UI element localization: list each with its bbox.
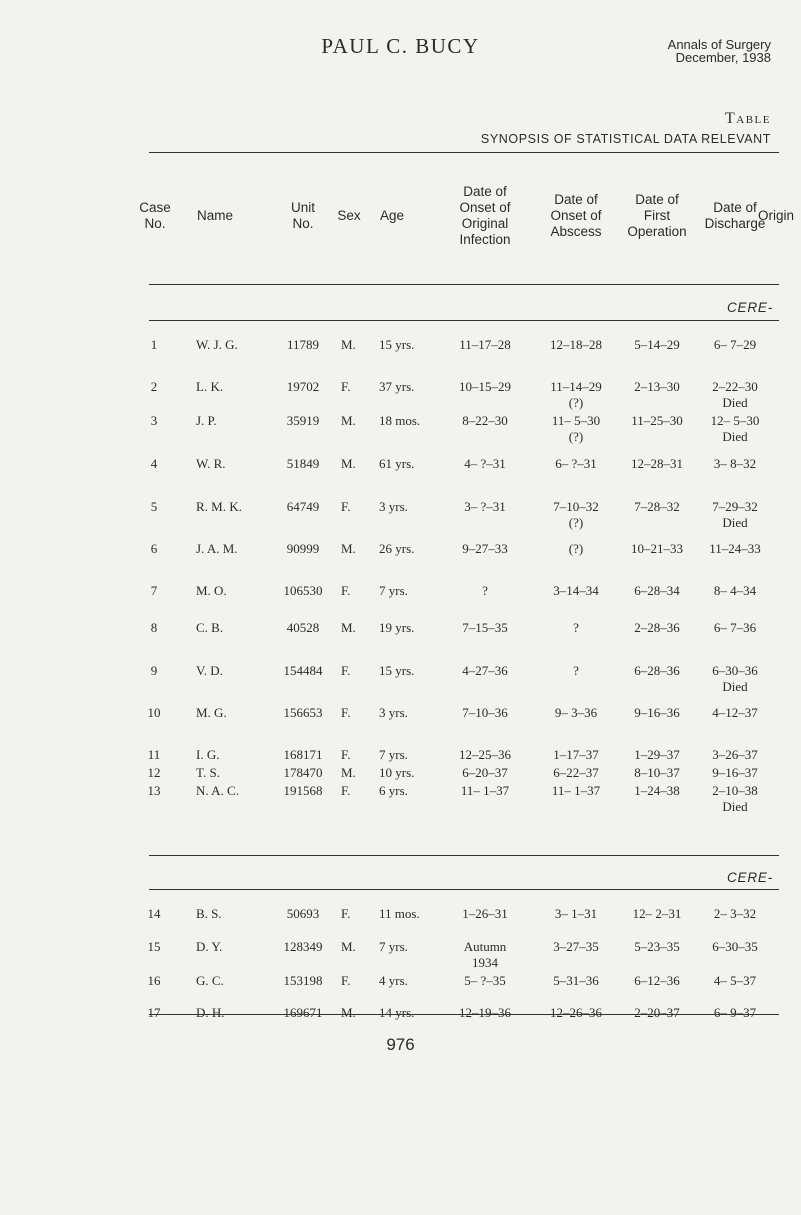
cell-onset: 6–20–37 xyxy=(462,765,508,780)
cell-unit: 128349 xyxy=(283,939,323,954)
cell-sex: F. xyxy=(341,705,351,720)
cell-case: 2 xyxy=(150,379,158,394)
cell-sex: F. xyxy=(341,783,351,798)
cell-unit: 35919 xyxy=(286,413,320,428)
cell-name: B. S. xyxy=(196,906,222,921)
cell-abscess: 3–27–35 xyxy=(553,939,599,954)
cell-first: 1–24–38 xyxy=(634,783,680,798)
cell-age: 3 yrs. xyxy=(379,705,408,720)
cell-sex: F. xyxy=(341,583,351,598)
cell-name: L. K. xyxy=(196,379,224,394)
cell-discharge: 12– 5–30 Died xyxy=(710,413,760,444)
cell-first: 8–10–37 xyxy=(634,765,680,780)
cell-case: 6 xyxy=(150,541,158,556)
cell-first: 6–12–36 xyxy=(634,973,680,988)
cell-unit: 11789 xyxy=(286,337,320,352)
cell-onset: 10–15–29 xyxy=(459,379,511,394)
cell-abscess: 11– 5–30 (?) xyxy=(551,413,601,444)
cell-unit: 178470 xyxy=(283,765,323,780)
cell-onset: 4– ?–31 xyxy=(464,456,506,471)
cell-abscess: 3–14–34 xyxy=(553,583,599,598)
cell-sex: M. xyxy=(341,939,356,954)
cell-sex: F. xyxy=(341,379,351,394)
cell-abscess: ? xyxy=(573,663,579,678)
cell-name: T. S. xyxy=(196,765,220,780)
cell-discharge: 4–12–37 xyxy=(712,705,758,720)
cell-abscess: 11–14–29 (?) xyxy=(550,379,602,410)
cell-discharge: 8– 4–34 xyxy=(713,583,757,598)
table-row xyxy=(0,705,801,745)
cell-case: 10 xyxy=(147,705,161,720)
cell-onset: 12–25–36 xyxy=(459,747,511,762)
table-row xyxy=(0,783,801,823)
cell-onset: 1–26–31 xyxy=(462,906,508,921)
cell-sex: M. xyxy=(341,337,356,352)
cell-name: W. J. G. xyxy=(196,337,238,352)
cell-name: W. R. xyxy=(196,456,226,471)
cell-case: 15 xyxy=(147,939,161,954)
cell-sex: F. xyxy=(341,663,351,678)
cell-first: 9–16–36 xyxy=(634,705,680,720)
cell-age: 19 yrs. xyxy=(379,620,415,635)
table-row xyxy=(0,663,801,703)
cell-sex: M. xyxy=(341,413,356,428)
cell-unit: 153198 xyxy=(283,973,323,988)
cell-name: J. A. M. xyxy=(196,541,238,556)
cell-unit: 154484 xyxy=(283,663,323,678)
cell-abscess: 11– 1–37 xyxy=(551,783,601,798)
journal-name: Annals of Surgery xyxy=(667,37,771,52)
cell-unit: 168171 xyxy=(283,747,323,762)
cell-abscess: 12–26–36 xyxy=(550,1005,602,1020)
cell-sex: M. xyxy=(341,765,356,780)
cell-age: 7 yrs. xyxy=(379,583,408,598)
cell-sex: M. xyxy=(341,541,356,556)
cell-name: G. C. xyxy=(196,973,224,988)
cell-abscess: 7–10–32 (?) xyxy=(553,499,599,530)
cell-unit: 106530 xyxy=(283,583,323,598)
cell-discharge: 7–29–32 Died xyxy=(712,499,758,530)
cell-abscess: 5–31–36 xyxy=(553,973,599,988)
cell-onset: 8–22–30 xyxy=(462,413,508,428)
cell-discharge: 9–16–37 xyxy=(712,765,758,780)
section-label-2: CERE- xyxy=(726,870,773,885)
section-rule-1 xyxy=(149,320,779,321)
cell-onset: 11–17–28 xyxy=(459,337,511,352)
cell-onset: 12–19–36 xyxy=(459,1005,511,1020)
section-rule-2a xyxy=(149,855,779,856)
cell-discharge: 2–22–30 Died xyxy=(712,379,758,410)
cell-first: 10–21–33 xyxy=(631,541,683,556)
cell-onset: 7–10–36 xyxy=(462,705,508,720)
cell-onset: 4–27–36 xyxy=(462,663,508,678)
cell-age: 26 yrs. xyxy=(379,541,415,556)
table-row xyxy=(0,620,801,660)
cell-age: 14 yrs. xyxy=(379,1005,415,1020)
cell-name: R. M. K. xyxy=(196,499,242,514)
cell-age: 3 yrs. xyxy=(379,499,408,514)
cell-age: 7 yrs. xyxy=(379,747,408,762)
cell-sex: M. xyxy=(341,620,356,635)
cell-first: 6–28–34 xyxy=(634,583,680,598)
cell-abscess: 3– 1–31 xyxy=(554,906,598,921)
col-first-op-header: Date of First Operation xyxy=(627,192,687,239)
cell-discharge: 6– 9–37 xyxy=(713,1005,757,1020)
table-subtitle: SYNOPSIS OF STATISTICAL DATA RELEVANT xyxy=(480,132,771,146)
cell-age: 11 mos. xyxy=(379,906,420,921)
cell-first: 12– 2–31 xyxy=(632,906,682,921)
cell-name: D. Y. xyxy=(196,939,223,954)
section-rule-2b xyxy=(149,889,779,890)
cell-onset: 7–15–35 xyxy=(462,620,508,635)
bottom-rule xyxy=(149,1014,779,1015)
cell-onset: 9–27–33 xyxy=(462,541,508,556)
cell-abscess: 12–18–28 xyxy=(550,337,602,352)
cell-discharge: 6–30–36 Died xyxy=(712,663,758,694)
cell-case: 5 xyxy=(150,499,158,514)
cell-name: D. H. xyxy=(196,1005,225,1020)
section-label-1: CERE- xyxy=(726,300,773,315)
table-row xyxy=(0,583,801,623)
cell-case: 1 xyxy=(150,337,158,352)
cell-abscess: 6–22–37 xyxy=(553,765,599,780)
cell-discharge: 11–24–33 xyxy=(709,541,761,556)
cell-sex: F. xyxy=(341,747,351,762)
cell-sex: M. xyxy=(341,456,356,471)
table-row xyxy=(0,499,801,539)
cell-name: C. B. xyxy=(196,620,224,635)
cell-first: 7–28–32 xyxy=(634,499,680,514)
cell-unit: 19702 xyxy=(286,379,320,394)
cell-name: J. P. xyxy=(196,413,217,428)
cell-onset: 3– ?–31 xyxy=(464,499,506,514)
cell-age: 4 yrs. xyxy=(379,973,408,988)
cell-discharge: 6–30–35 xyxy=(712,939,758,954)
col-origin-header: Origin xyxy=(758,208,795,223)
cell-unit: 90999 xyxy=(286,541,320,556)
cell-onset: 5– ?–35 xyxy=(464,973,506,988)
cell-abscess: 1–17–37 xyxy=(553,747,599,762)
author-header: PAUL C. BUCY xyxy=(321,34,480,58)
col-name-header: Name xyxy=(196,208,233,223)
journal-info xyxy=(668,38,771,64)
cell-case: 3 xyxy=(150,413,158,428)
cell-discharge: 6– 7–36 xyxy=(713,620,757,635)
cell-onset: ? xyxy=(482,583,488,598)
cell-case: 4 xyxy=(150,456,158,471)
col-onset-header: Date of Onset of Original Infection xyxy=(459,184,511,247)
cell-first: 1–29–37 xyxy=(634,747,680,762)
table-row xyxy=(0,413,801,453)
cell-name: M. G. xyxy=(196,705,227,720)
cell-first: 6–28–36 xyxy=(634,663,680,678)
cell-case: 7 xyxy=(150,583,158,598)
journal-date: December, 1938 xyxy=(675,50,771,65)
cell-unit: 156653 xyxy=(283,705,323,720)
cell-abscess: 9– 3–36 xyxy=(554,705,598,720)
cell-case: 16 xyxy=(147,973,161,988)
cell-case: 11 xyxy=(147,747,161,762)
col-discharge-header: Date of Discharge xyxy=(704,200,766,231)
cell-first: 11–25–30 xyxy=(631,413,683,428)
cell-sex: M. xyxy=(341,1005,356,1020)
cell-age: 18 mos. xyxy=(379,413,421,428)
cell-name: V. D. xyxy=(196,663,223,678)
cell-first: 12–28–31 xyxy=(631,456,683,471)
cell-abscess: ? xyxy=(573,620,579,635)
header-rule xyxy=(149,284,779,285)
cell-sex: F. xyxy=(341,973,351,988)
cell-unit: 64749 xyxy=(286,499,320,514)
cell-case: 9 xyxy=(150,663,158,678)
cell-discharge: 6– 7–29 xyxy=(713,337,757,352)
col-case-header: Case No. xyxy=(139,200,171,231)
cell-abscess: 6– ?–31 xyxy=(555,456,597,471)
table-row xyxy=(0,337,801,377)
cell-sex: F. xyxy=(341,499,351,514)
cell-age: 15 yrs. xyxy=(379,663,415,678)
cell-age: 10 yrs. xyxy=(379,765,415,780)
cell-first: 2–20–37 xyxy=(634,1005,680,1020)
cell-sex: F. xyxy=(341,906,351,921)
cell-discharge: 2– 3–32 xyxy=(713,906,757,921)
cell-first: 2–13–30 xyxy=(634,379,680,394)
cell-first: 2–28–36 xyxy=(634,620,680,635)
col-unit-header: Unit No. xyxy=(290,200,315,231)
cell-name: I. G. xyxy=(196,747,220,762)
cell-first: 5–14–29 xyxy=(634,337,680,352)
cell-first: 5–23–35 xyxy=(634,939,680,954)
cell-name: N. A. C. xyxy=(196,783,239,798)
cell-age: 6 yrs. xyxy=(379,783,408,798)
cell-unit: 40528 xyxy=(286,620,320,635)
table-row xyxy=(0,456,801,496)
cell-case: 8 xyxy=(150,620,158,635)
cell-discharge: 4– 5–37 xyxy=(713,973,757,988)
cell-discharge: 2–10–38 Died xyxy=(712,783,758,814)
cell-discharge: 3– 8–32 xyxy=(713,456,757,471)
cell-unit: 50693 xyxy=(286,906,320,921)
col-sex-header: Sex xyxy=(337,208,361,223)
cell-onset: 11– 1–37 xyxy=(460,783,510,798)
cell-age: 37 yrs. xyxy=(379,379,415,394)
page-number: 976 xyxy=(386,1035,415,1054)
cell-case: 12 xyxy=(147,765,161,780)
cell-onset: Autumn 1934 xyxy=(463,939,507,970)
cell-discharge: 3–26–37 xyxy=(712,747,758,762)
cell-case: 17 xyxy=(147,1005,161,1020)
cell-age: 15 yrs. xyxy=(379,337,415,352)
cell-abscess: (?) xyxy=(568,541,584,556)
col-age-header: Age xyxy=(379,208,405,223)
cell-age: 7 yrs. xyxy=(379,939,408,954)
cell-unit: 191568 xyxy=(283,783,323,798)
cell-case: 13 xyxy=(147,783,161,798)
cell-name: M. O. xyxy=(196,583,227,598)
cell-unit: 51849 xyxy=(286,456,320,471)
cell-case: 14 xyxy=(147,906,161,921)
table-title: Table xyxy=(725,110,771,127)
table-row xyxy=(0,541,801,581)
cell-unit: 169671 xyxy=(283,1005,323,1020)
cell-age: 61 yrs. xyxy=(379,456,415,471)
col-abscess-header: Date of Onset of Abscess xyxy=(550,192,602,239)
